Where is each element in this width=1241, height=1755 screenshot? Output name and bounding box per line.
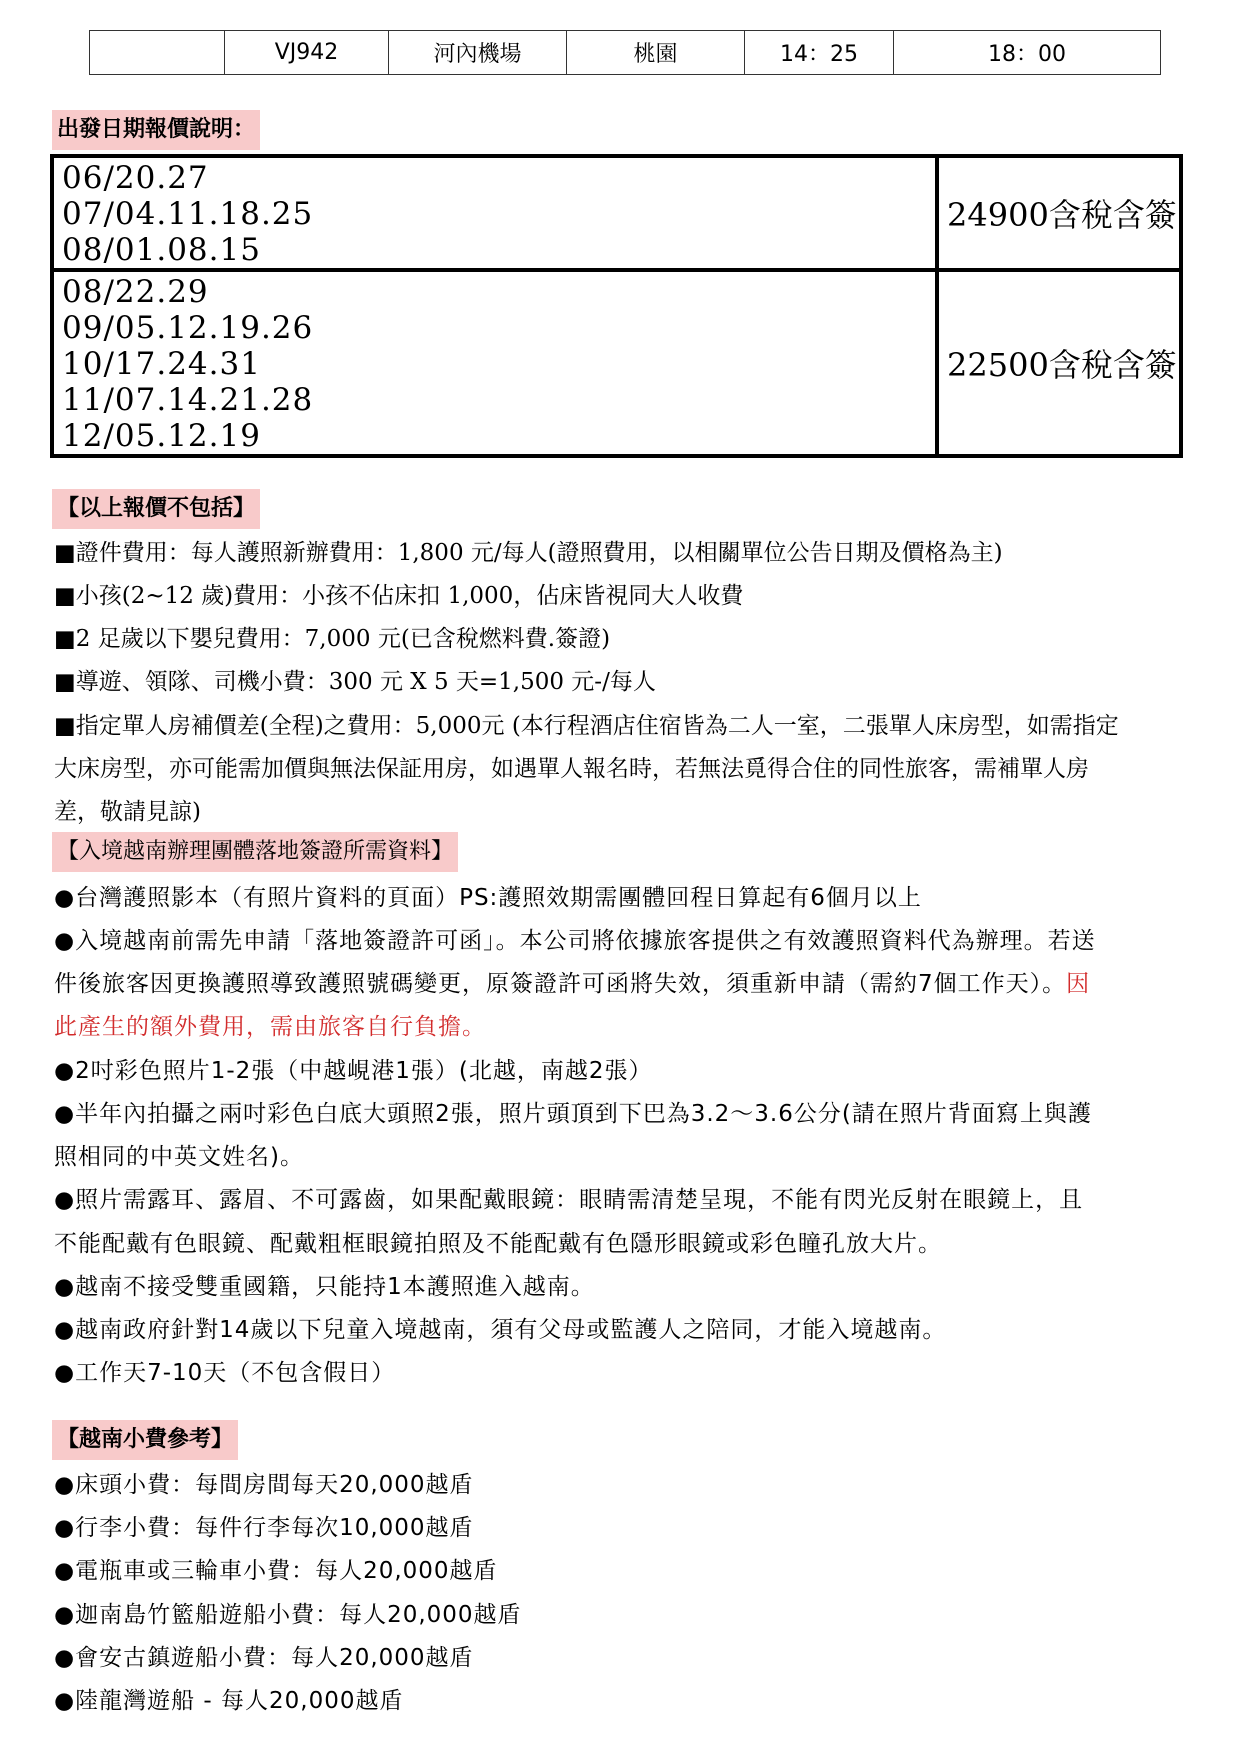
tip-item: ●行李小費：每件行李每次10,000越盾: [54, 1515, 474, 1541]
excluded-item: 大床房型，亦可能需加價與無法保証用房，如遇單人報名時，若無法覓得合住的同性旅客，需補單人房: [54, 756, 1089, 782]
price-cell: 24900含稅含簽: [937, 156, 1181, 270]
tip-item: ●陸龍灣遊船 - 每人20,000越盾: [54, 1688, 404, 1714]
excluded-heading: 【以上報價不包括】: [52, 489, 260, 529]
date-line: 06/20.27: [62, 160, 209, 196]
flight-table: [89, 30, 1161, 75]
visa-item: ●半年內拍攝之兩吋彩色白底大頭照2張，照片頭頂到下巴為3.2～3.6公分(請在照片背面寫上與護: [54, 1101, 1092, 1127]
date-line: 11/07.14.21.28: [62, 382, 314, 418]
visa-item: [54, 969, 1090, 999]
date-line: 08/01.08.15: [62, 232, 261, 268]
visa-item: ●台灣護照影本（有照片資料的頁面）PS:護照效期需團體回程日算起有6個月以上: [54, 885, 922, 911]
price-row: [52, 156, 1181, 270]
flight-number: VJ942: [225, 31, 389, 75]
date-line: 09/05.12.19.26: [62, 310, 314, 346]
price-table: [50, 154, 1183, 458]
price-section-heading: 出發日期報價說明：: [52, 110, 260, 150]
price-cell: 22500含稅含簽: [937, 270, 1181, 456]
tip-item: ●迦南島竹籃船遊船小費：每人20,000越盾: [54, 1602, 522, 1628]
arrival-time: 18：00: [894, 31, 1161, 75]
excluded-item: ■指定單人房補價差(全程)之費用：5,000元 (本行程酒店住宿皆為二人一室，二張單人床房型，如需指定: [54, 713, 1119, 739]
visa-item: ●入境越南前需先申請「落地簽證許可函」。本公司將依據旅客提供之有效護照資料代為辦理。若送: [54, 928, 1096, 954]
arrival-airport: 桃園: [567, 31, 745, 75]
visa-item: ●越南政府針對14歲以下兒童入境越南，須有父母或監護人之陪同，才能入境越南。: [54, 1317, 947, 1343]
visa-notice-text: 此產生的額外費用，需由旅客自行負擔。: [54, 1014, 486, 1040]
date-line: 08/22.29: [62, 274, 209, 310]
visa-item: 不能配戴有色眼鏡、配戴粗框眼鏡拍照及不能配戴有色隱形眼鏡或彩色瞳孔放大片。: [54, 1231, 942, 1257]
departure-time: 14：25: [745, 31, 894, 75]
visa-heading: 【入境越南辦理團體落地簽證所需資料】: [52, 832, 458, 872]
flight-blank-cell: [90, 31, 225, 75]
departure-airport: 河內機場: [389, 31, 567, 75]
visa-item: ●越南不接受雙重國籍，只能持1本護照進入越南。: [54, 1274, 595, 1300]
visa-item: ●2吋彩色照片1-2張（中越峴港1張）(北越，南越2張）: [54, 1058, 653, 1084]
price-row: [52, 270, 1181, 456]
date-line: 12/05.12.19: [62, 418, 261, 454]
date-line: 10/17.24.31: [62, 346, 261, 382]
date-line: 07/04.11.18.25: [62, 196, 314, 232]
excluded-item: ■小孩(2~12 歲)費用：小孩不佔床扣 1,000，佔床皆視同大人收費: [54, 583, 744, 609]
tips-heading: 【越南小費參考】: [52, 1420, 238, 1460]
excluded-item: ■導遊、領隊、司機小費：300 元 X 5 天=1,500 元-/每人: [54, 669, 656, 695]
visa-item-text: 件後旅客因更換護照導致護照號碼變更，原簽證許可函將失效，須重新申請（需約7個工作天）。: [54, 971, 1067, 997]
visa-item: ●工作天7-10天（不包含假日）: [54, 1360, 396, 1386]
flight-row: [90, 31, 1161, 75]
excluded-item: ■2 足歲以下嬰兒費用：7,000 元(已含稅燃料費.簽證): [54, 626, 611, 652]
departure-dates-cell: [52, 156, 937, 270]
visa-item: ●照片需露耳、露眉、不可露齒，如果配戴眼鏡：眼睛需清楚呈現，不能有閃光反射在眼鏡上，且: [54, 1187, 1084, 1213]
tip-item: ●電瓶車或三輪車小費：每人20,000越盾: [54, 1558, 498, 1584]
excluded-item: ■證件費用：每人護照新辦費用：1,800 元/每人(證照費用，以相關單位公告日期及價格為主): [54, 540, 1003, 566]
excluded-item: 差，敬請見諒): [54, 799, 201, 825]
departure-dates-cell: [52, 270, 937, 456]
tip-item: ●會安古鎮遊船小費：每人20,000越盾: [54, 1645, 474, 1671]
visa-item: 照相同的中英文姓名)。: [54, 1144, 304, 1170]
tip-item: ●床頭小費：每間房間每天20,000越盾: [54, 1472, 474, 1498]
visa-notice-text: 因: [1066, 971, 1091, 997]
